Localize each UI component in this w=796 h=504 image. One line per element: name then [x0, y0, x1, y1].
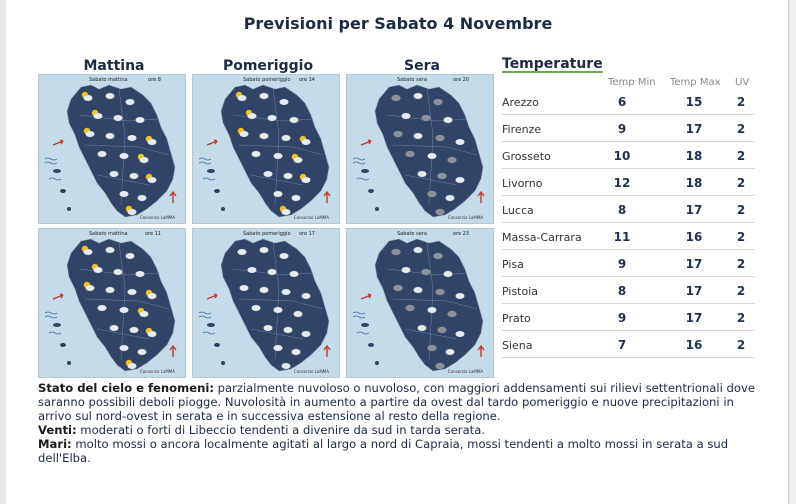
map-hour: ore 23 — [452, 231, 469, 237]
wind-arrow-icon — [207, 140, 217, 145]
tuscany-map — [347, 229, 494, 378]
cloud-icon — [274, 153, 283, 159]
temperature-trend-icon — [324, 192, 330, 203]
cloud-icon — [138, 195, 147, 201]
column-header-mattina: Mattina — [83, 58, 145, 74]
uv-value: 2 — [736, 203, 746, 217]
cloud-icon — [268, 269, 277, 275]
cloud-icon — [268, 115, 277, 121]
map-caption: Sabato pomeriggio — [243, 231, 291, 237]
cloud-icon — [260, 287, 269, 293]
cloud-icon — [392, 249, 401, 255]
cloud-icon — [106, 133, 115, 139]
cloud-icon — [126, 99, 135, 105]
tuscany-map — [39, 229, 186, 378]
cloud-icon — [418, 171, 427, 177]
cloud-icon — [110, 325, 119, 331]
cloud-icon — [456, 177, 465, 183]
temp-min-value: 8 — [617, 284, 627, 298]
cloud-icon — [98, 151, 107, 157]
cloud-icon — [284, 327, 293, 333]
table-row — [502, 306, 755, 331]
wind-text: moderati o forti di Libeccio tendenti a divenire da sud in tarda serata. — [76, 423, 486, 437]
city-name: Firenze — [502, 123, 542, 136]
temp-max-value: 17 — [685, 203, 703, 217]
map-footer: Consorzio LaMMA — [447, 369, 483, 374]
weather-map — [192, 74, 340, 224]
cloud-icon — [106, 287, 115, 293]
header-temp-max: Temp Max — [670, 77, 721, 88]
cloud-icon — [428, 191, 437, 197]
cloud-icon — [120, 307, 129, 313]
table-row — [502, 117, 755, 142]
cloud-icon — [292, 195, 301, 201]
cloud-icon — [414, 247, 423, 253]
temp-min-value: 9 — [617, 257, 627, 271]
cloud-icon — [428, 153, 437, 159]
temp-max-value: 15 — [685, 95, 703, 109]
cloud-icon — [264, 325, 273, 331]
cloud-icon — [284, 173, 293, 179]
cloud-icon — [240, 285, 249, 291]
table-row — [502, 252, 755, 277]
cloud-icon — [260, 247, 269, 253]
page-title: Previsioni per Sabato 4 Novembre — [243, 14, 553, 33]
cloud-icon — [394, 285, 403, 291]
uv-value: 2 — [736, 149, 746, 163]
temp-min-value: 7 — [617, 338, 627, 352]
sky-text: parzialmente nuvoloso o nuvoloso, con maggiori addensamenti sui rilievi settentrionali dove saranno possibili deboli piogge. Nuvolosità in aumento a partire da ovest dal tardo pomeriggio e nuove precipitazioni in arrivo sul nord-ovest in serata e in successiva estensione al resto della regione. — [38, 381, 755, 423]
temperature-trend-icon — [170, 346, 176, 357]
cloud-icon — [414, 287, 423, 293]
cloud-icon — [448, 311, 457, 317]
map-caption: Sabato mattina — [89, 77, 128, 83]
cloud-icon — [446, 195, 455, 201]
wind-paragraph — [38, 423, 758, 437]
cloud-icon — [282, 363, 291, 369]
temp-max-value: 17 — [685, 284, 703, 298]
city-name: Pistoia — [502, 285, 539, 298]
cloud-icon — [456, 331, 465, 337]
cloud-icon — [260, 93, 269, 99]
cloud-icon — [294, 311, 303, 317]
wave-icon — [45, 312, 61, 334]
sea-label: Mari: — [38, 437, 72, 451]
temp-min-value: 11 — [613, 230, 631, 244]
cloud-icon — [128, 135, 137, 141]
wind-arrow-icon — [53, 294, 63, 299]
temperature-trend-icon — [478, 346, 484, 357]
cloud-icon — [456, 139, 465, 145]
cloud-icon — [438, 173, 447, 179]
temp-max-value: 17 — [685, 311, 703, 325]
map-hour: ore 17 — [298, 231, 315, 237]
map-footer: Consorzio LaMMA — [139, 215, 175, 220]
cloud-icon — [252, 151, 261, 157]
temp-max-value: 17 — [685, 257, 703, 271]
tuscany-map — [39, 75, 186, 224]
temp-min-value: 12 — [613, 176, 631, 190]
cloud-icon — [136, 271, 145, 277]
temperature-trend-icon — [478, 192, 484, 203]
cloud-icon — [392, 95, 401, 101]
map-footer: Consorzio LaMMA — [293, 369, 329, 374]
city-name: Grosseto — [502, 150, 551, 163]
uv-value: 2 — [736, 122, 746, 136]
temp-min-value: 9 — [617, 122, 627, 136]
column-header-sera: Sera — [404, 58, 440, 74]
cloud-icon — [120, 153, 129, 159]
table-row — [502, 171, 755, 196]
map-caption: Sabato sera — [397, 77, 427, 83]
cloud-icon — [422, 269, 431, 275]
cloud-icon — [138, 349, 147, 355]
cloud-icon — [274, 191, 283, 197]
left-border — [0, 0, 6, 504]
map-footer: Consorzio LaMMA — [447, 215, 483, 220]
city-name: Siena — [502, 339, 533, 352]
forecast-description — [38, 381, 758, 465]
cloud-icon — [280, 253, 289, 259]
wind-arrow-icon — [361, 140, 371, 145]
map-hour: ore 14 — [298, 77, 315, 83]
city-name: Prato — [502, 312, 531, 325]
cloud-icon — [436, 135, 445, 141]
temp-min-value: 9 — [617, 311, 627, 325]
cloud-icon — [402, 267, 411, 273]
cloud-icon — [428, 307, 437, 313]
tuscany-map — [193, 229, 340, 378]
wind-label: Venti: — [38, 423, 77, 437]
table-row — [502, 90, 755, 115]
tuscany-map — [347, 75, 494, 224]
cloud-icon — [444, 117, 453, 123]
sea-text: molto mossi o ancora localmente agitati al largo a nord di Capraia, mossi tendenti a molto mossi in serata a sud dell'Elba. — [38, 437, 729, 465]
temperature-trend-icon — [170, 192, 176, 203]
cloud-icon — [114, 115, 123, 121]
city-name: Massa-Carrara — [502, 231, 582, 244]
uv-value: 2 — [736, 311, 746, 325]
sky-label: Stato del cielo e fenomeni: — [38, 381, 214, 395]
cloud-icon — [436, 289, 445, 295]
header-uv: UV — [735, 77, 750, 88]
table-row — [502, 279, 755, 304]
cloud-icon — [406, 151, 415, 157]
city-name: Lucca — [502, 204, 534, 217]
sea-paragraph — [38, 437, 758, 465]
cloud-icon — [434, 253, 443, 259]
cloud-icon — [422, 115, 431, 121]
wind-arrow-icon — [361, 294, 371, 299]
map-hour: ore 11 — [144, 231, 161, 237]
cloud-icon — [274, 307, 283, 313]
temp-max-value: 16 — [685, 338, 703, 352]
column-header-pomeriggio: Pomeriggio — [222, 58, 314, 74]
table-row — [502, 225, 755, 250]
uv-value: 2 — [736, 95, 746, 109]
temperature-title: Temperature — [502, 56, 603, 72]
temp-max-value: 18 — [685, 176, 703, 190]
temp-min-value: 6 — [617, 95, 627, 109]
cloud-icon — [114, 269, 123, 275]
temp-max-value: 17 — [685, 122, 703, 136]
temperature-trend-icon — [324, 346, 330, 357]
map-hour: ore 8 — [148, 77, 161, 83]
wave-icon — [353, 158, 369, 180]
uv-value: 2 — [736, 257, 746, 271]
map-caption: Sabato mattina — [89, 231, 128, 237]
cloud-icon — [434, 99, 443, 105]
cloud-icon — [264, 171, 273, 177]
weather-map — [38, 228, 186, 378]
wind-arrow-icon — [207, 294, 217, 299]
cloud-icon — [126, 253, 135, 259]
cloud-icon — [282, 289, 291, 295]
cloud-icon — [120, 191, 129, 197]
cloud-icon — [252, 305, 261, 311]
cloud-icon — [110, 171, 119, 177]
tuscany-map — [193, 75, 340, 224]
wave-icon — [199, 158, 215, 180]
table-row — [502, 333, 755, 358]
cloud-icon — [136, 117, 145, 123]
cloud-icon — [106, 247, 115, 253]
cloud-icon — [394, 131, 403, 137]
cloud-icon — [302, 293, 311, 299]
cloud-icon — [436, 209, 445, 215]
map-footer: Consorzio LaMMA — [293, 215, 329, 220]
wave-icon — [353, 312, 369, 334]
sky-paragraph — [38, 381, 758, 423]
cloud-icon — [292, 349, 301, 355]
temp-max-value: 18 — [685, 149, 703, 163]
cloud-icon — [282, 135, 291, 141]
map-hour: ore 20 — [452, 77, 469, 83]
uv-value: 2 — [736, 176, 746, 190]
cloud-icon — [446, 349, 455, 355]
wave-icon — [45, 158, 61, 180]
uv-value: 2 — [736, 338, 746, 352]
cloud-icon — [238, 249, 247, 255]
uv-value: 2 — [736, 284, 746, 298]
cloud-icon — [444, 271, 453, 277]
cloud-icon — [290, 117, 299, 123]
city-name: Arezzo — [502, 96, 539, 109]
map-caption: Sabato sera — [397, 231, 427, 237]
cloud-icon — [274, 345, 283, 351]
city-name: Livorno — [502, 177, 543, 190]
cloud-icon — [406, 305, 415, 311]
wave-icon — [199, 312, 215, 334]
table-row — [502, 198, 755, 223]
map-footer: Consorzio LaMMA — [139, 369, 175, 374]
map-caption: Sabato pomeriggio — [243, 77, 291, 83]
weather-map — [346, 74, 494, 224]
city-name: Pisa — [502, 258, 524, 271]
cloud-icon — [260, 133, 269, 139]
cloud-icon — [290, 271, 299, 277]
cloud-icon — [120, 345, 129, 351]
cloud-icon — [128, 289, 137, 295]
header-temp-min: Temp Min — [608, 77, 656, 88]
temp-min-value: 8 — [617, 203, 627, 217]
cloud-icon — [130, 173, 139, 179]
cloud-icon — [106, 93, 115, 99]
cloud-icon — [414, 133, 423, 139]
cloud-icon — [448, 157, 457, 163]
right-border — [788, 0, 796, 504]
temp-max-value: 16 — [685, 230, 703, 244]
cloud-icon — [98, 305, 107, 311]
weather-map — [38, 74, 186, 224]
table-row — [502, 144, 755, 169]
cloud-icon — [456, 293, 465, 299]
weather-map — [192, 228, 340, 378]
cloud-icon — [130, 327, 139, 333]
weather-map — [346, 228, 494, 378]
cloud-icon — [248, 267, 257, 273]
temp-min-value: 10 — [613, 149, 631, 163]
uv-value: 2 — [736, 230, 746, 244]
wind-arrow-icon — [53, 140, 63, 145]
cloud-icon — [418, 325, 427, 331]
cloud-icon — [436, 363, 445, 369]
cloud-icon — [414, 93, 423, 99]
cloud-icon — [402, 113, 411, 119]
cloud-icon — [280, 99, 289, 105]
cloud-icon — [428, 345, 437, 351]
cloud-icon — [438, 327, 447, 333]
cloud-icon — [302, 331, 311, 337]
